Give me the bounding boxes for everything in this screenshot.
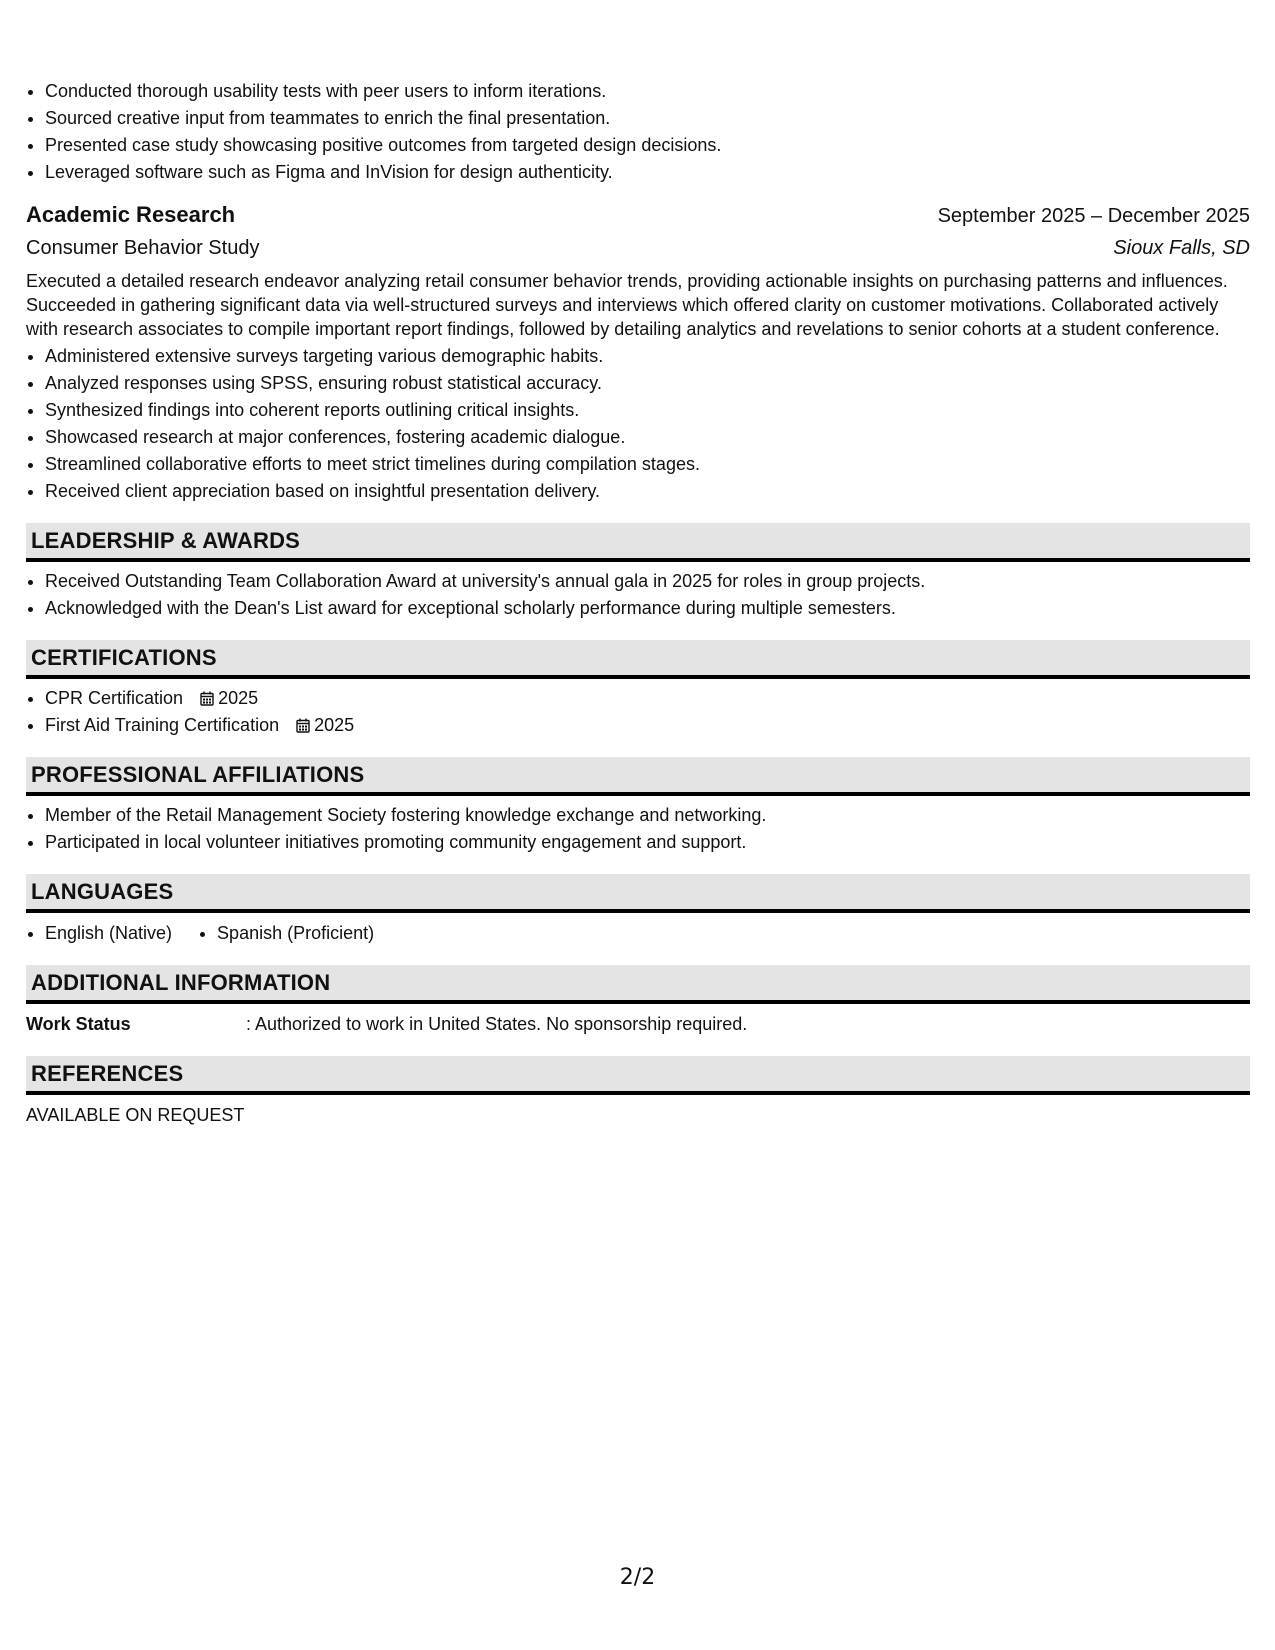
list-item: • Administered extensive surveys targeting various demographic habits. [45,343,1250,370]
resume-page [26,78,1250,1129]
section-header [26,757,1250,796]
certifications-list [26,685,1250,739]
section-header [26,523,1250,562]
calendar-icon [296,718,310,733]
research-title: Academic Research [26,202,236,227]
work-status-value: : Authorized to work in United States. No sponsorship required. [246,1014,748,1034]
research-description: Executed a detailed research endeavor analyzing retail consumer behavior trends, providing actionable insights on purchasing patterns and influences. Succeeded in gathering significant data via well-structured surveys and interviews which offered clarity on customer motivations. Collaborated actively with research associates to compile important report findings, followed by detailing analytics and revelations to senior cohorts at a student conference. [26,271,1228,339]
languages-section [26,874,1250,947]
languages-list [26,919,1250,947]
references-section [26,1056,1250,1129]
certification-year: 2025 [314,715,355,735]
certification-name: First Aid Training Certification [45,715,280,735]
list-item: • Synthesized findings into coherent reports outlining critical insights. [45,397,1250,424]
list-item: • Participated in local volunteer initiatives promoting community engagement and support. [45,829,1250,856]
list-item: • Received Outstanding Team Collaboration Award at university's annual gala in 2025 for roles in group projects. [45,568,1250,595]
affiliations-section [26,757,1250,856]
list-item [45,712,1250,739]
work-status-label: Work Status [26,1014,131,1034]
list-item: • Analyzed responses using SPSS, ensuring robust statistical accuracy. [45,370,1250,397]
section-header [26,1056,1250,1095]
certification-year: 2025 [218,688,259,708]
calendar-icon [200,691,214,706]
list-item [45,685,1250,712]
page-number: 2/2 [619,1565,656,1590]
section-title: REFERENCES [31,1060,184,1086]
research-location: Sioux Falls, SD [1113,237,1250,259]
research-bullet-list [26,343,1250,505]
list-item: • Received client appreciation based on insightful presentation delivery. [45,478,1250,505]
section-title: LANGUAGES [31,878,174,904]
list-item: • Leveraged software such as Figma and InVision for design authenticity. [45,159,1250,186]
list-item: • Spanish (Proficient) [217,919,374,947]
research-organization: Consumer Behavior Study [26,237,260,259]
project-bullet-list [26,78,1250,186]
research-entry-header [26,200,1250,231]
leadership-section [26,523,1250,622]
leadership-list [26,568,1250,622]
research-dates: September 2025 – December 2025 [937,205,1250,227]
research-entry-subheader [26,233,1250,263]
section-title: PROFESSIONAL AFFILIATIONS [31,761,365,787]
list-item: • Sourced creative input from teammates to enrich the final presentation. [45,105,1250,132]
section-title: LEADERSHIP & AWARDS [31,527,301,553]
list-item: • Member of the Retail Management Society fostering knowledge exchange and networking. [45,802,1250,829]
section-header [26,874,1250,913]
list-item: • English (Native) [45,919,172,947]
list-item: • Showcased research at major conferences, fostering academic dialogue. [45,424,1250,451]
work-status-row [26,1010,1250,1038]
list-item: • Streamlined collaborative efforts to meet strict timelines during compilation stages. [45,451,1250,478]
list-item: • Acknowledged with the Dean's List award for exceptional scholarly performance during multiple semesters. [45,595,1250,622]
additional-info-section [26,965,1250,1038]
list-item: • Presented case study showcasing positive outcomes from targeted design decisions. [45,132,1250,159]
references-text: AVAILABLE ON REQUEST [26,1105,245,1125]
section-title: CERTIFICATIONS [31,644,217,670]
section-header [26,965,1250,1004]
section-title: ADDITIONAL INFORMATION [31,969,331,995]
certifications-section [26,640,1250,739]
affiliations-list [26,802,1250,856]
section-header [26,640,1250,679]
certification-name: CPR Certification [45,688,184,708]
list-item: • Conducted thorough usability tests with peer users to inform iterations. [45,78,1250,105]
